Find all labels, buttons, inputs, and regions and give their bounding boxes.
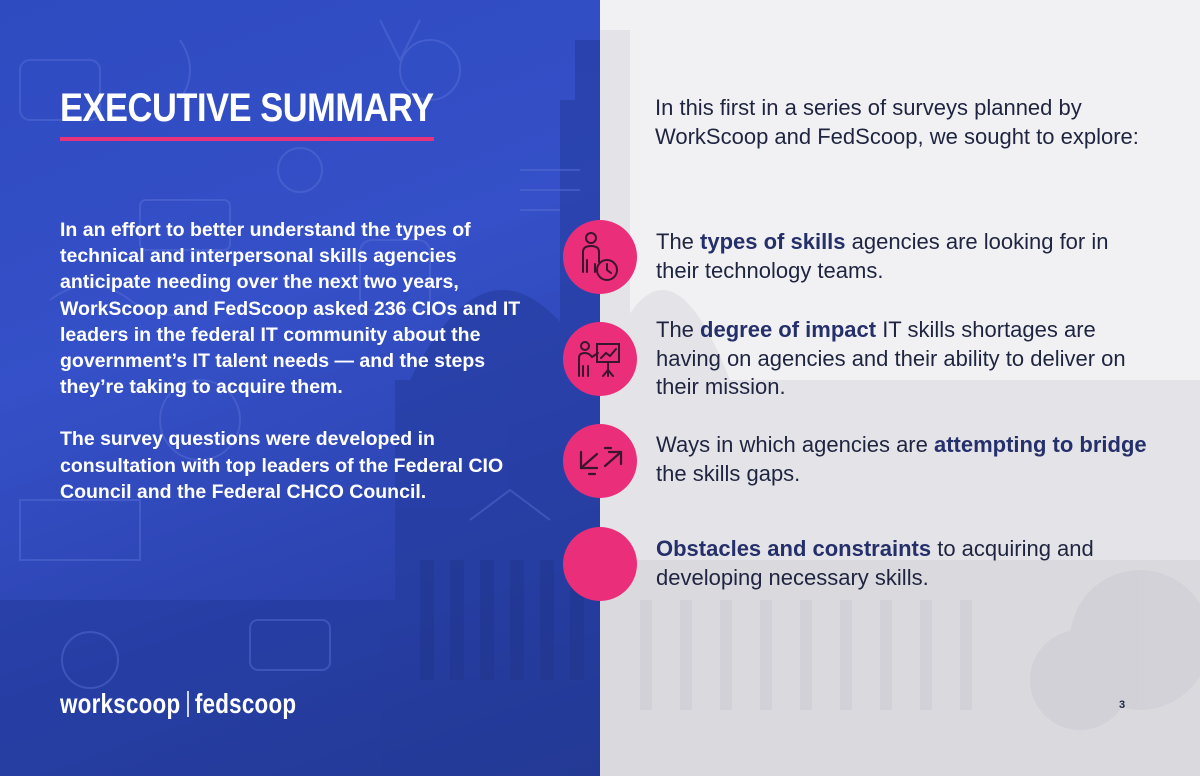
item-text: IT skills shortages are having on agencies and their ability to deliver on their mission. bbox=[656, 317, 1126, 399]
explore-item bbox=[656, 316, 1156, 402]
page-number: 3 bbox=[1119, 699, 1126, 711]
page-title: EXECUTIVE SUMMARY bbox=[60, 86, 434, 130]
intro-text bbox=[60, 217, 530, 531]
item-text: The bbox=[656, 229, 701, 254]
item-text: Ways in which agencies are bbox=[656, 432, 934, 457]
item-icon-circle bbox=[563, 424, 637, 498]
intro-paragraph: In an effort to better understand the types of technical and interpersonal skills agencies anticipate needing over the next two years, WorkScoop and FedScoop asked 236 CIOs and IT leaders in the federal IT community about the government’s IT talent needs — and the steps they’re taking to acquire them. bbox=[60, 219, 521, 399]
lead-text: In this first in a series of surveys planned by WorkScoop and FedScoop, we sought to explore: bbox=[655, 95, 1139, 149]
item-icon-circle bbox=[563, 322, 637, 396]
item-text: to acquiring and developing necessary skills. bbox=[656, 536, 1094, 590]
item-highlight: Obstacles and constraints bbox=[656, 536, 932, 561]
person-clock-icon bbox=[563, 220, 637, 294]
intro-paragraph: The survey questions were developed in consultation with top leaders of the Federal CIO Council and the Federal CHCO Council. bbox=[60, 428, 504, 503]
explore-item bbox=[656, 228, 1156, 285]
item-icon-circle bbox=[563, 220, 637, 294]
explore-item bbox=[656, 431, 1156, 488]
logo-fedscoop: fedscoop bbox=[194, 688, 297, 719]
item-highlight: attempting to bridge bbox=[933, 432, 1147, 457]
obstacles-icon bbox=[563, 527, 637, 601]
brand-logo bbox=[60, 688, 296, 720]
logo-divider bbox=[187, 691, 189, 717]
bridge-arrows-icon bbox=[563, 424, 637, 498]
item-icon-circle bbox=[563, 527, 637, 601]
item-highlight: degree of impact bbox=[700, 317, 877, 342]
item-text: The bbox=[656, 317, 701, 342]
item-text: the skills gaps. bbox=[656, 460, 801, 486]
item-highlight: types of skills bbox=[700, 229, 846, 254]
logo-workscoop: workscoop bbox=[60, 688, 181, 719]
presenter-chart-icon bbox=[563, 322, 637, 396]
title-underline bbox=[60, 137, 434, 141]
item-text: agencies are looking for in their technology teams. bbox=[656, 229, 1109, 283]
explore-item bbox=[656, 535, 1156, 592]
